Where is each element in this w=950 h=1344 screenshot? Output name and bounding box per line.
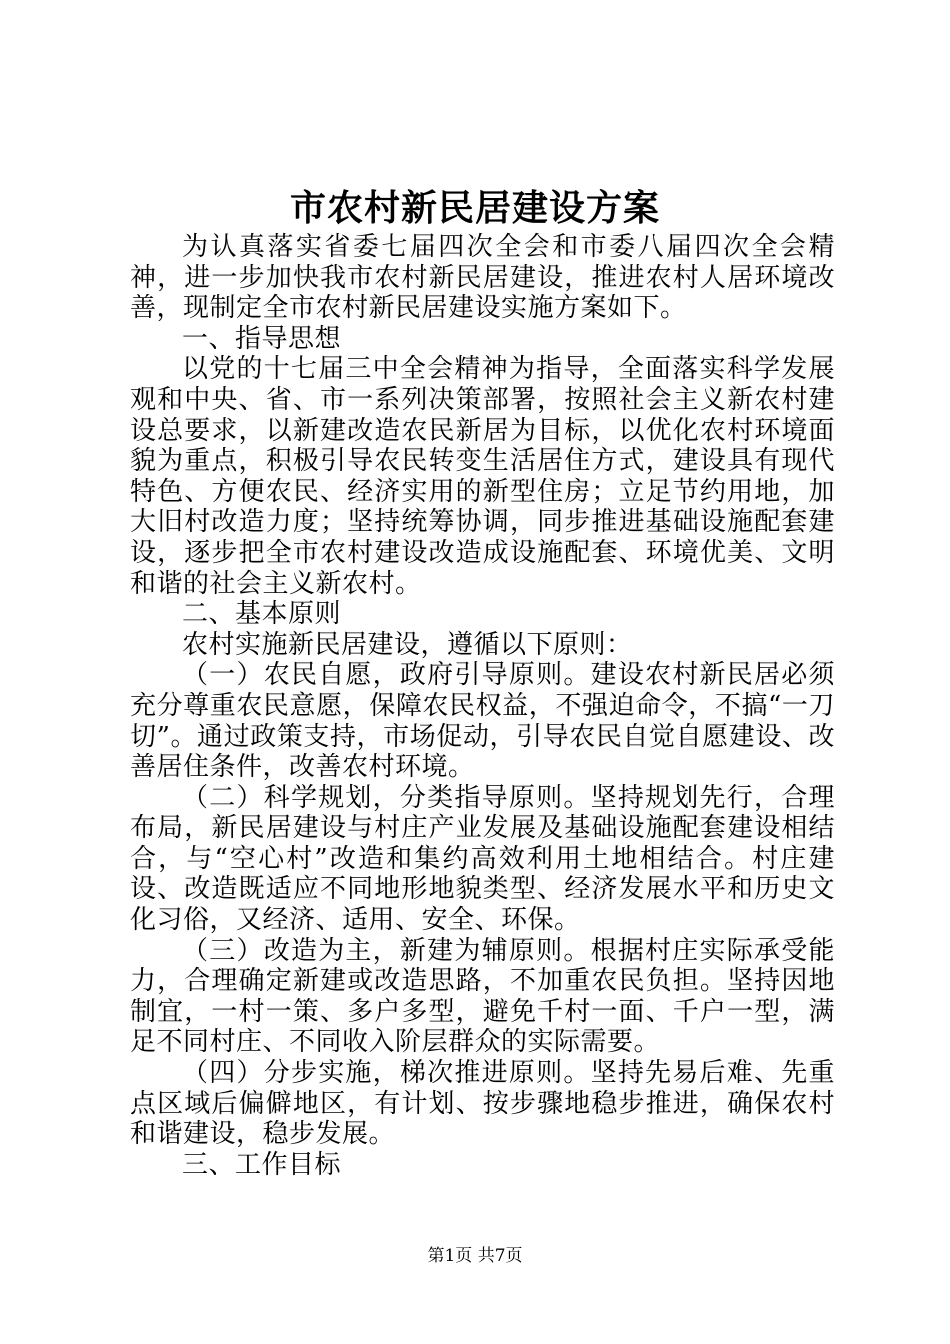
intro-paragraph: 为认真落实省委七届四次全会和市委八届四次全会精神，进一步加快我市农村新民居建设，推进农村人居环境改善，现制定全市农村新民居建设实施方案如下。 [130,232,835,324]
page-footer: 第1页 共7页 [427,1246,523,1266]
document-body [130,232,835,1180]
principle-4-paragraph: （四）分步实施，梯次推进原则。坚持先易后难、先重点区域后偏僻地区，有计划、按步骤地稳步推进，确保农村和谐建设，稳步发展。 [130,1058,835,1150]
section-heading-guiding-ideology: 一、指导思想 [182,323,342,354]
section-heading-basic-principles: 二、基本原则 [182,599,342,630]
principle-2-paragraph: （二）科学规划，分类指导原则。坚持规划先行，合理布局，新民居建设与村庄产业发展及基础设施配套建设相结合，与“空心村”改造和集约高效利用土地相结合。村庄建设、改造既适应不同地形地貌类型、经济发展水平和历史文化习俗，又经济、适用、安全、环保。 [130,782,835,936]
document-title: 市农村新民居建设方案 [289,187,660,229]
guiding-ideology-paragraph: 以党的十七届三中全会精神为指导，全面落实科学发展观和中央、省、市一系列决策部署，按照社会主义新农村建设总要求，以新建改造农民新居为目标，以优化农村环境面貌为重点，积极引导农民转变生活居住方式，建设具有现代特色、方便农民、经济实用的新型住房；立足节约用地，加大旧村改造力度；坚持统筹协调，同步推进基础设施配套建设，逐步把全市农村建设改造成设施配套、环境优美、文明和谐的社会主义新农村。 [130,354,835,599]
section-heading-work-goals: 三、工作目标 [182,1149,342,1180]
principle-1-paragraph: （一）农民自愿，政府引导原则。建设农村新民居必须充分尊重农民意愿，保障农民权益，不强迫命令，不搞“一刀切”。通过政策支持，市场促动，引导农民自觉自愿建设、改善居住条件，改善农村环境。 [130,660,835,783]
principle-3-paragraph: （三）改造为主，新建为辅原则。根据村庄实际承受能力，合理确定新建或改造思路，不加重农民负担。坚持因地制宜，一村一策、多户多型，避免千村一面、千户一型，满足不同村庄、不同收入阶层群众的实际需要。 [130,935,835,1058]
principles-intro-paragraph: 农村实施新民居建设，遵循以下原则： [182,629,633,660]
